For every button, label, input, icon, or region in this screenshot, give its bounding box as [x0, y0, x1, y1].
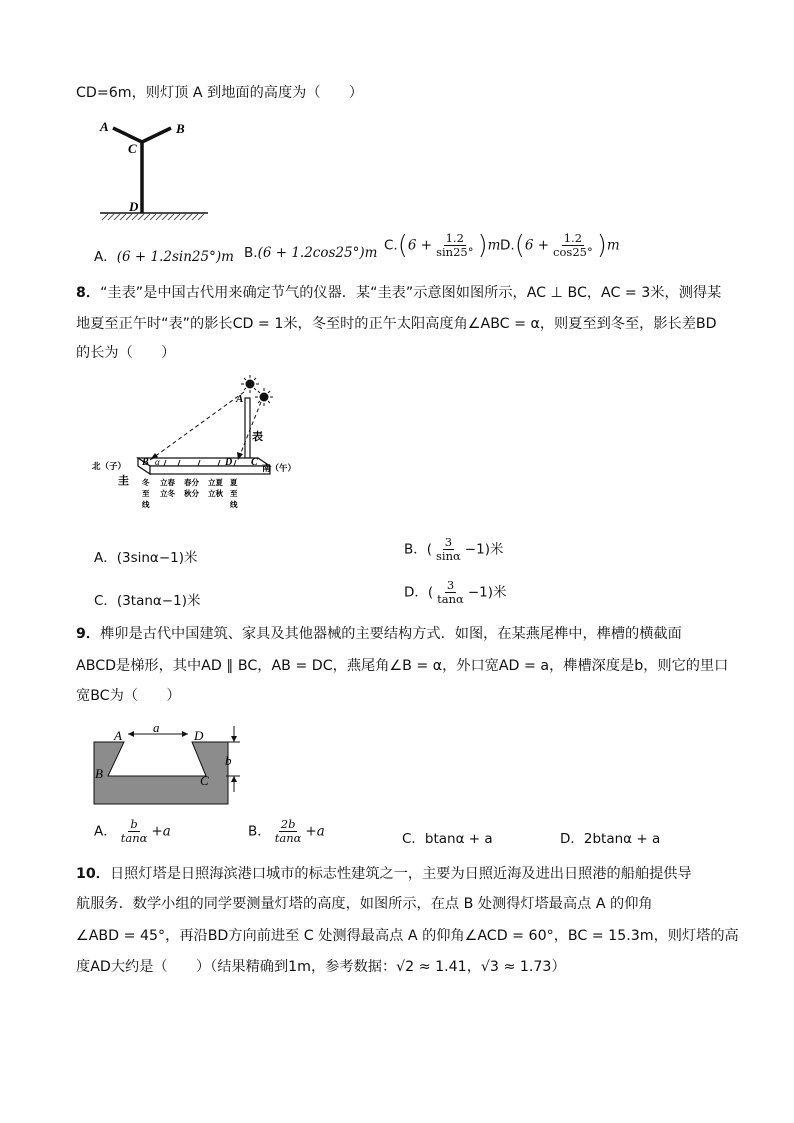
q8-option-a[interactable]: A．(3sinα−1)米 — [94, 550, 198, 566]
q8-col-xiazhi-2: 至 — [230, 489, 238, 498]
q9-option-a[interactable]: A． $\frac{b}{\tan\alpha}$ +a — [94, 817, 171, 845]
q7-label-C: C — [128, 141, 137, 156]
q8-col-xiazhi-3: 线 — [230, 500, 238, 509]
q8-label-alpha: α — [155, 457, 160, 467]
q7-label-B: B — [176, 121, 185, 136]
q10-stem-line3: ∠ABD = 45°，再沿BD方向前进至 C 处测得最高点 A 的仰角∠ACD = 60°，BC = 15.3m，则灯塔的高 — [76, 928, 739, 944]
q9-dovetail-figure — [88, 718, 248, 810]
q7-option-c[interactable]: C.(6 + $\frac{1.2}{\sin 25^\circ}$ )m — [384, 230, 501, 261]
q10-stem-line4: 度AD大约是（ ）（结果精确到1m，参考数据：√2 ≈ 1.41，√3 ≈ 1.73） — [76, 959, 566, 975]
q8-col-lichun: 立春 — [160, 478, 175, 487]
q8-option-c[interactable]: C．(3tanα−1)米 — [94, 593, 201, 609]
q10-stem-line1: 10．日照灯塔是日照海滨港口城市的标志性建筑之一，主要为日照近海及进出日照港的船舶提供导 — [76, 866, 692, 882]
q9-stem-line1: 9．榫卯是古代中国建筑、家具及其他器械的主要结构方式．如图，在某燕尾榫中，榫槽的横截面 — [76, 626, 682, 642]
q7-option-b[interactable]: B.(6 + 1.2cos25°)m — [244, 245, 378, 261]
q8-label-C: C — [251, 457, 258, 468]
q8-label-north: 北（子） — [92, 461, 127, 471]
q8-col-dongzhi-1: 冬 — [142, 478, 150, 487]
q8-label-B: B — [142, 457, 149, 468]
q8-option-b[interactable]: B．( $\frac{3}{\sin\alpha}$ −1)米 — [404, 535, 504, 563]
q9-option-d[interactable]: D．2btanα + a — [560, 831, 661, 847]
q9-option-b[interactable]: B． $\frac{2b}{\tan\alpha}$ +a — [248, 817, 325, 845]
q8-label-gui: 圭 — [118, 475, 129, 487]
q9-label-D: D — [194, 728, 204, 743]
q8-option-d[interactable]: D．( $\frac{3}{\tan\alpha}$ −1)米 — [404, 578, 507, 606]
q8-stem-line1: 8．“圭表”是中国古代用来确定节气的仪器．某“圭表”示意图如图所示，AC ⊥ BC，AC = 3米，测得某 — [76, 285, 722, 301]
q8-label-A: A — [236, 393, 244, 405]
q9-label-b: b — [225, 753, 232, 768]
q9-label-a: a — [153, 720, 160, 735]
q7-option-d[interactable]: D.(6 + $\frac{1.2}{\cos 25^\circ}$ )m — [500, 230, 620, 261]
q8-col-liqiu: 立秋 — [208, 489, 223, 498]
q8-col-dongzhi-2: 至 — [142, 489, 150, 498]
q9-label-B: B — [95, 766, 103, 781]
q8-col-lidong: 立冬 — [160, 489, 175, 498]
q8-col-dongzhi-3: 线 — [142, 500, 150, 509]
q9-stem-line2: ABCD是梯形，其中AD ∥ BC，AB = DC，燕尾角∠B = α，外口宽AD = a，榫槽深度是b，则它的里口 — [76, 658, 729, 674]
q8-label-south: 南（午） — [262, 463, 297, 473]
q7-stem-tail: CD=6m，则灯顶 A 到地面的高度为（ ） — [76, 85, 364, 101]
q9-stem-line3: 宽BC为（ ） — [76, 688, 181, 704]
q8-label-D: D — [225, 457, 233, 468]
q8-col-chunfen: 春分 — [184, 478, 199, 487]
q9-label-C: C — [200, 773, 209, 788]
q9-option-c[interactable]: C．btanα + a — [402, 831, 493, 847]
q7-lamp-figure — [96, 112, 216, 224]
q10-stem-line2: 航服务．数学小组的同学要测量灯塔的高度，如图所示，在点 B 处测得灯塔最高点 A 的仰角 — [76, 896, 653, 912]
q7-label-D: D — [129, 199, 139, 214]
q7-label-A: A — [100, 119, 109, 134]
q8-stem-line2: 地夏至正午时“表”的影长CD = 1米，冬至时的正午太阳高度角∠ABC = α，则夏至到冬至，影长差BD — [76, 316, 717, 332]
q8-label-biao: 表 — [252, 431, 263, 443]
q8-guibiao-figure — [88, 374, 308, 524]
q7-option-a[interactable]: A．(6 + 1.2sin25°)m — [94, 249, 234, 265]
q8-col-lixia: 立夏 — [208, 478, 223, 487]
q9-label-A: A — [114, 728, 122, 743]
q8-col-qiufen: 秋分 — [184, 489, 199, 498]
q8-stem-line3: 的长为（ ） — [76, 345, 176, 361]
q8-col-xiazhi-1: 夏 — [230, 478, 238, 487]
